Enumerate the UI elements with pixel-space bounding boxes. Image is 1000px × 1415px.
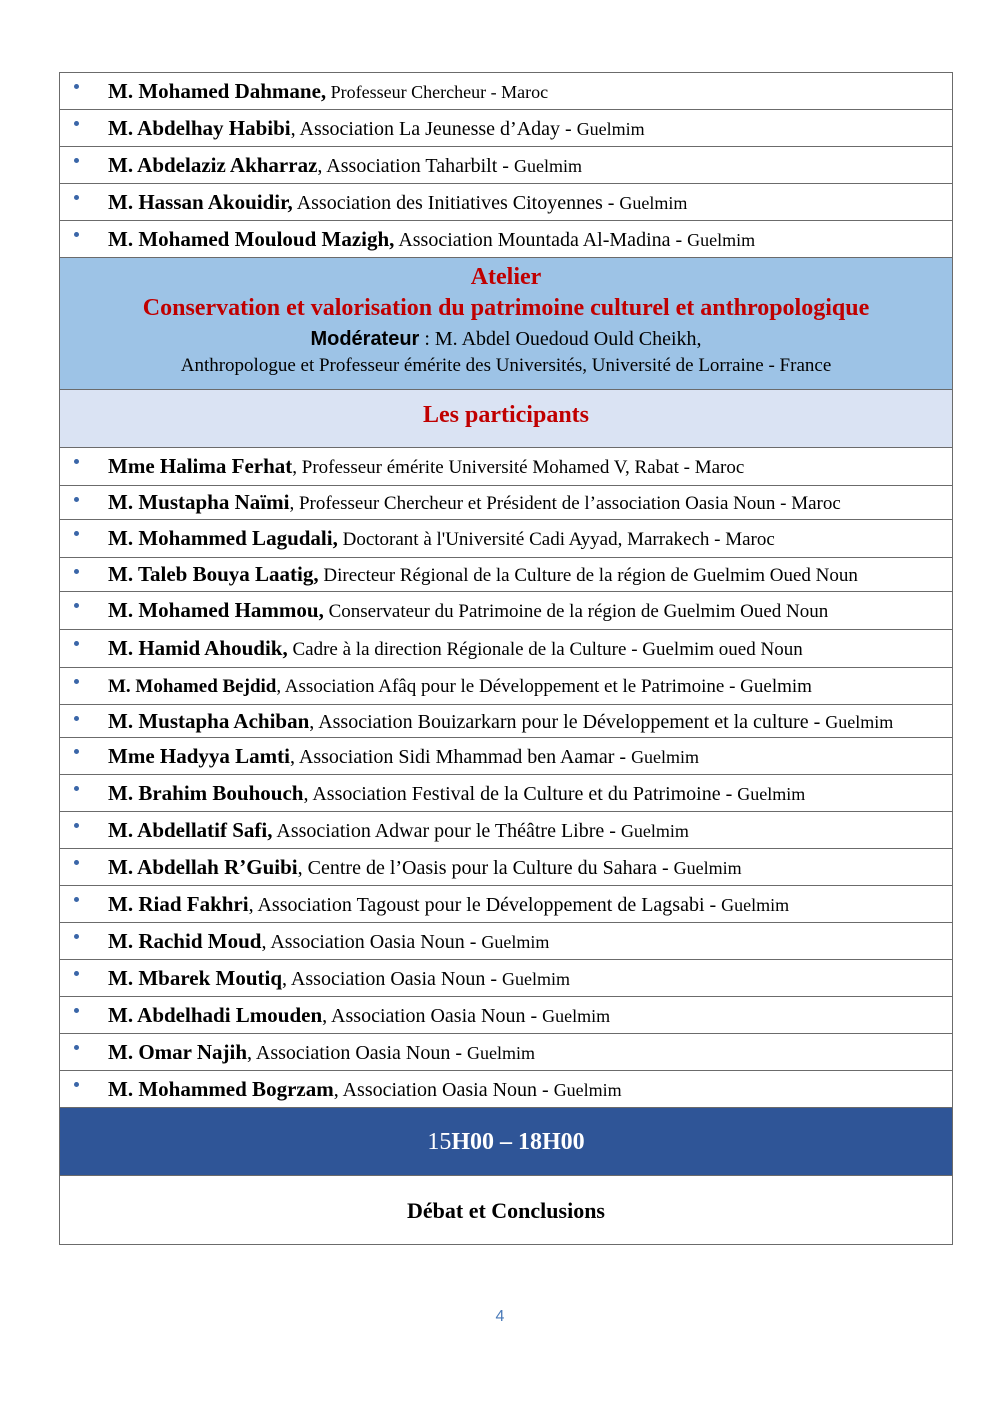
list-item: M. Abdelhay Habibi, Association La Jeunesse d’Aday - Guelmim — [60, 110, 952, 147]
page-number: 4 — [495, 1308, 505, 1325]
atelier-block — [60, 258, 952, 390]
list-item: M. Abdellatif Safi, Association Adwar pour le Théâtre Libre - Guelmim — [60, 812, 952, 849]
list-item: Mme Halima Ferhat, Professeur émérite Université Mohamed V, Rabat - Maroc — [60, 448, 952, 486]
moderator-description: Anthropologue et Professeur émérite des Universités, Université de Lorraine - France — [180, 355, 832, 376]
bullet-icon — [74, 934, 79, 939]
participants-heading: Les participants — [60, 390, 952, 448]
bullet-icon — [74, 232, 79, 237]
list-item: M. Hamid Ahoudik, Cadre à la direction Régionale de la Culture - Guelmim oued Noun — [60, 630, 952, 668]
list-item: Mme Hadyya Lamti, Association Sidi Mhammad ben Aamar - Guelmim — [60, 738, 952, 775]
list-item: M. Mustapha Achiban, Association Bouizarkarn pour le Développement et la culture - Guelmim — [60, 705, 952, 738]
program-table — [59, 72, 953, 1245]
bullet-icon — [74, 1082, 79, 1087]
list-item: M. Omar Najih, Association Oasia Noun - Guelmim — [60, 1034, 952, 1071]
bullet-icon — [74, 897, 79, 902]
list-item: M. Mohammed Bogrzam, Association Oasia Noun - Guelmim — [60, 1071, 952, 1108]
bullet-icon — [74, 1008, 79, 1013]
list-item: M. Mustapha Naïmi, Professeur Chercheur et Président de l’association Oasia Noun - Maroc — [60, 486, 952, 520]
bullet-icon — [74, 84, 79, 89]
list-item: M. Abdelhadi Lmouden, Association Oasia Noun - Guelmim — [60, 997, 952, 1034]
bullet-icon — [74, 195, 79, 200]
bullet-icon — [74, 603, 79, 608]
list-item: M. Rachid Moud, Association Oasia Noun - Guelmim — [60, 923, 952, 960]
list-item: M. Riad Fakhri, Association Tagoust pour le Développement de Lagsabi - Guelmim — [60, 886, 952, 923]
bullet-icon — [74, 531, 79, 536]
bullet-icon — [74, 158, 79, 163]
moderator-line: Modérateur : M. Abdel Ouedoud Ould Cheikh, — [310, 328, 702, 350]
bullet-icon — [74, 679, 79, 684]
bullet-icon — [74, 497, 79, 502]
bullet-icon — [74, 459, 79, 464]
atelier-title: Atelier — [470, 264, 542, 290]
list-item: M. Mohamed Bejdid, Association Afâq pour le Développement et le Patrimoine - Guelmim — [60, 668, 952, 705]
list-item: M. Brahim Bouhouch, Association Festival de la Culture et du Patrimoine - Guelmim — [60, 775, 952, 812]
bullet-icon — [74, 121, 79, 126]
list-item: M. Abdellah R’Guibi, Centre de l’Oasis pour la Culture du Sahara - Guelmim — [60, 849, 952, 886]
bullet-icon — [74, 823, 79, 828]
closing-session: Débat et Conclusions — [60, 1176, 952, 1245]
bullet-icon — [74, 971, 79, 976]
list-item: M. Mohamed Mouloud Mazigh, Association Mountada Al-Madina - Guelmim — [60, 221, 952, 258]
time-slot-banner: 15H00 – 18H00 — [60, 1108, 952, 1176]
bullet-icon — [74, 749, 79, 754]
bullet-icon — [74, 1045, 79, 1050]
list-item: M. Abdelaziz Akharraz, Association Taharbilt - Guelmim — [60, 147, 952, 184]
bullet-icon — [74, 860, 79, 865]
list-item: M. Hassan Akouidir, Association des Initiatives Citoyennes - Guelmim — [60, 184, 952, 221]
bullet-icon — [74, 641, 79, 646]
list-item: M. Mbarek Moutiq, Association Oasia Noun - Guelmim — [60, 960, 952, 997]
atelier-subtitle: Conservation et valorisation du patrimoine culturel et anthropologique — [142, 295, 870, 321]
list-item: M. Mohammed Lagudali, Doctorant à l'Université Cadi Ayyad, Marrakech - Maroc — [60, 520, 952, 558]
list-item: M. Taleb Bouya Laatig, Directeur Régional de la Culture de la région de Guelmim Oued Noun — [60, 558, 952, 592]
bullet-icon — [74, 716, 79, 721]
bullet-icon — [74, 786, 79, 791]
list-item: M. Mohamed Dahmane, Professeur Chercheur - Maroc — [60, 73, 952, 110]
list-item: M. Mohamed Hammou, Conservateur du Patrimoine de la région de Guelmim Oued Noun — [60, 592, 952, 630]
bullet-icon — [74, 569, 79, 574]
